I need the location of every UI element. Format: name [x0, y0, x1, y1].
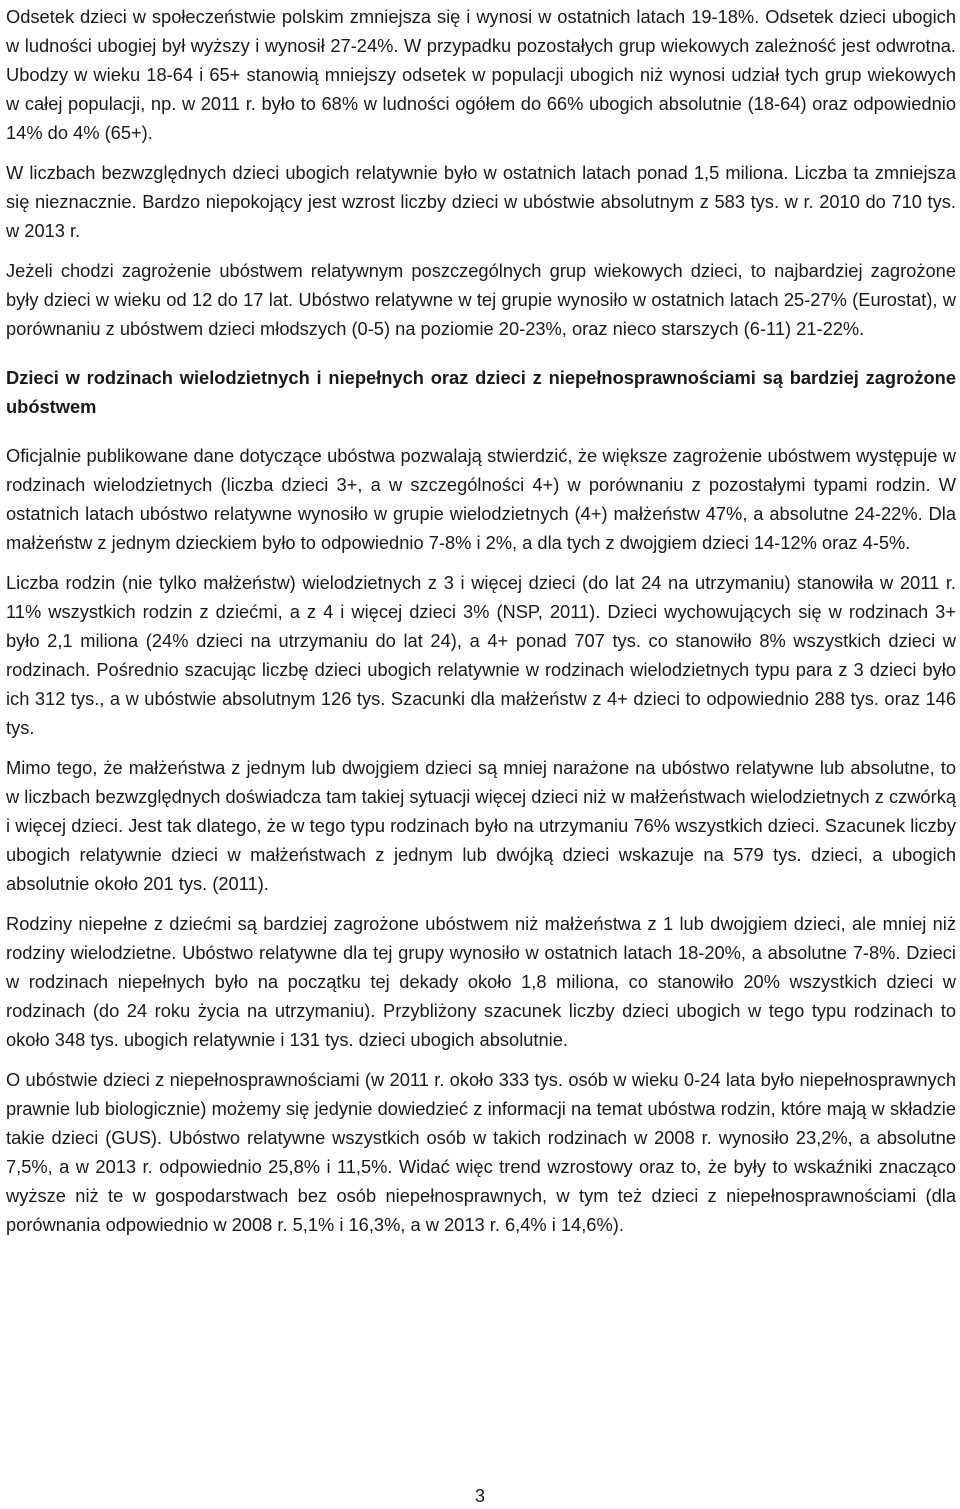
- paragraph-family-counts: Liczba rodzin (nie tylko małżeństw) wielodzietnych z 3 i więcej dzieci (do lat 24 na utrzymaniu) stanowiła w 2011 r. 11% wszystkich rodzin z dziećmi, a z 4 i więcej dzieci 3% (NSP, 2011). Dzieci wychowujących się w rodzinach 3+ było 2,1 miliona (24% dzieci na utrzymaniu do lat 24), a 4+ ponad 707 tys. co stanowiło 8% wszystkich dzieci w rodzinach. Pośrednio szacując liczbę dzieci ubogich relatywnie w rodzinach wielodzietnych typu para z 3 dzieci było ich 312 tys., a w ubóstwie absolutnym 126 tys. Szacunki dla małżeństw z 4+ dzieci to odpowiednio 288 tys. oraz 146 tys.: [6, 572, 956, 738]
- paragraph-small-families: Mimo tego, że małżeństwa z jednym lub dwojgiem dzieci są mniej narażone na ubóstwo relatywne lub absolutne, to w liczbach bezwzględnych doświadcza tam takiej sytuacji więcej dzieci niż w małżeństwach wielodzietnych z czwórką i więcej dzieci. Jest tak dlatego, że w tego typu rodzinach było na utrzymaniu 76% wszystkich dzieci. Szacunek liczby ubogich relatywnie dzieci w małżeństwach z jednym lub dwójką dzieci wskazuje na 579 tys. dzieci, a ubogich absolutnie około 201 tys. (2011).: [6, 757, 957, 894]
- paragraph-large-families: Oficjalnie publikowane dane dotyczące ubóstwa pozwalają stwierdzić, że większe zagrożenie ubóstwem występuje w rodzinach wielodzietnych (liczba dzieci 3+, a w szczególności 4+) w porównaniu z pozostałymi typami rodzin. W ostatnich latach ubóstwo relatywne wynosiło w grupie wielodzietnych (4+) małżeństw 47%, a absolutne 24-22%. Dla małżeństw z jednym dzieckiem było to odpowiednio 7-8% i 2%, a dla tych z dwojgiem dzieci 14-12% oraz 4-5%.: [6, 445, 956, 553]
- document-body: [6, 0, 956, 1239]
- paragraph-disabilities: O ubóstwie dzieci z niepełnosprawnościami (w 2011 r. około 333 tys. osób w wieku 0-24 lata było niepełnosprawnych prawnie lub biologicznie) możemy się jedynie dowiedzieć z informacji na temat ubóstwa rodzin, które mają w składzie takie dzieci (GUS). Ubóstwo relatywne wszystkich osób w takich rodzinach w 2008 r. wynosiło 23,2%, a absolutne 7,5%, a w 2013 r. odpowiednio 25,8% i 11,5%. Widać więc trend wzrostowy oraz to, że były to wskaźniki znacząco wyższe niż te w gospodarstwach bez osób niepełnosprawnych, w tym też dzieci z niepełnosprawnościami (dla porównania odpowiednio w 2008 r. 5,1% i 16,3%, a w 2013 r. 6,4% i 14,6%).: [6, 1069, 956, 1235]
- section-heading: Dzieci w rodzinach wielodzietnych i niepełnych oraz dzieci z niepełnosprawnościami są bardziej zagrożone ubóstwem: [6, 367, 956, 417]
- page-number: 3: [474, 1486, 485, 1506]
- paragraph-absolute-numbers: W liczbach bezwzględnych dzieci ubogich relatywnie było w ostatnich latach ponad 1,5 miliona. Liczba ta zmniejsza się nieznacznie. Bardzo niepokojący jest wzrost liczby dzieci w ubóstwie absolutnym z 583 tys. w r. 2010 do 710 tys. w 2013 r.: [6, 162, 956, 241]
- paragraph-single-parent: Rodziny niepełne z dziećmi są bardziej zagrożone ubóstwem niż małżeństwa z 1 lub dwojgiem dzieci, ale mniej niż rodziny wielodzietne. Ubóstwo relatywne dla tej grupy wynosiło w ostatnich latach 18-20%, a absolutne 7-8%. Dzieci w rodzinach niepełnych było na początku tej dekady około 1,8 miliona, co stanowiło 20% wszystkich dzieci w rodzinach (do 24 roku życia na utrzymaniu). Przybliżony szacunek liczby dzieci ubogich w tego typu rodzinach to około 348 tys. ubogich relatywnie i 131 tys. dzieci ubogich absolutnie.: [6, 913, 956, 1050]
- paragraph-child-poverty-share: Odsetek dzieci w społeczeństwie polskim zmniejsza się i wynosi w ostatnich latach 19-18%. Odsetek dzieci ubogich w ludności ubogiej był wyższy i wynosił 27-24%. W przypadku pozostałych grup wiekowych zależność jest odwrotna. Ubodzy w wieku 18-64 i 65+ stanowią mniejszy odsetek w populacji ubogich niż wynosi udział tych grup wiekowych w całej populacji, np. w 2011 r. było to 68% w ludności ogółem do 66% ubogich absolutnie (18-64) oraz odpowiednio 14% do 4% (65+).: [6, 6, 956, 143]
- paragraph-age-groups: Jeżeli chodzi zagrożenie ubóstwem relatywnym poszczególnych grup wiekowych dzieci, to najbardziej zagrożone były dzieci w wieku od 12 do 17 lat. Ubóstwo relatywne w tej grupie wynosiło w ostatnich latach 25-27% (Eurostat), w porównaniu z ubóstwem dzieci młodszych (0-5) na poziomie 20-23%, oraz nieco starszych (6-11) 21-22%.: [6, 260, 956, 339]
